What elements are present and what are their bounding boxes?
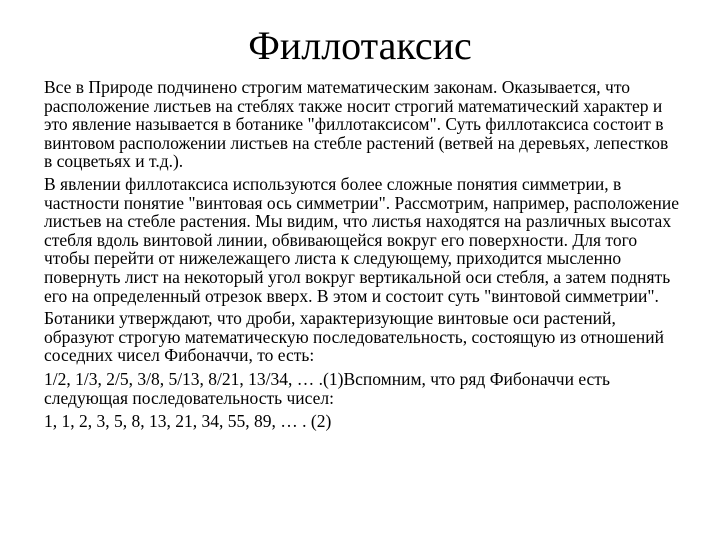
paragraph-fibonacci-sequence: 1, 1, 2, 3, 5, 8, 13, 21, 34, 55, 89, … . (2)	[44, 411, 332, 432]
slide-title: Филлотаксис	[248, 23, 472, 68]
paragraph-helical-symmetry: В явлении филлотаксиса используются более сложные понятия симметрии, в частности понятие "винтовая ось симметрии". Рассмотрим, например, расположение листьев на стебле растения. Мы видим, что листья находятся на различных высотах стебля вдоль винтовой линии, обвивающейся вокруг его поверхности. Для того чтобы перейти от нижележащего листа к следующему, приходится мысленно повернуть лист на некоторый угол вокруг вертикальной оси стебля, а затем поднять его на определенный отрезок вверх. В этом и состоит суть "винтовой симметрии".	[44, 173, 679, 306]
paragraph-intro: Все в Природе подчинено строгим математическим законам. Оказывается, что расположение листьев на стеблях также носит строгий математический характер и это явление называется в ботанике "филлотаксисом". Суть филлотаксиса состоит в винтовом расположении листьев на стебле растений (ветвей на деревьях, лепестков в соцветьях и т.д.).	[44, 77, 669, 172]
paragraph-botanists: Ботаники утверждают, что дроби, характеризующие винтовые оси растений, образуют строгую математическую последовательность, состоящую из отношений соседних чисел Фибоначчи, то есть:	[44, 308, 664, 366]
slide-body	[44, 78, 680, 435]
paragraph-fractions: 1/2, 1/3, 2/5, 3/8, 5/13, 8/21, 13/34, … .(1)Вспомним, что ряд Фибоначчи есть следующая последовательность чисел:	[44, 368, 610, 408]
